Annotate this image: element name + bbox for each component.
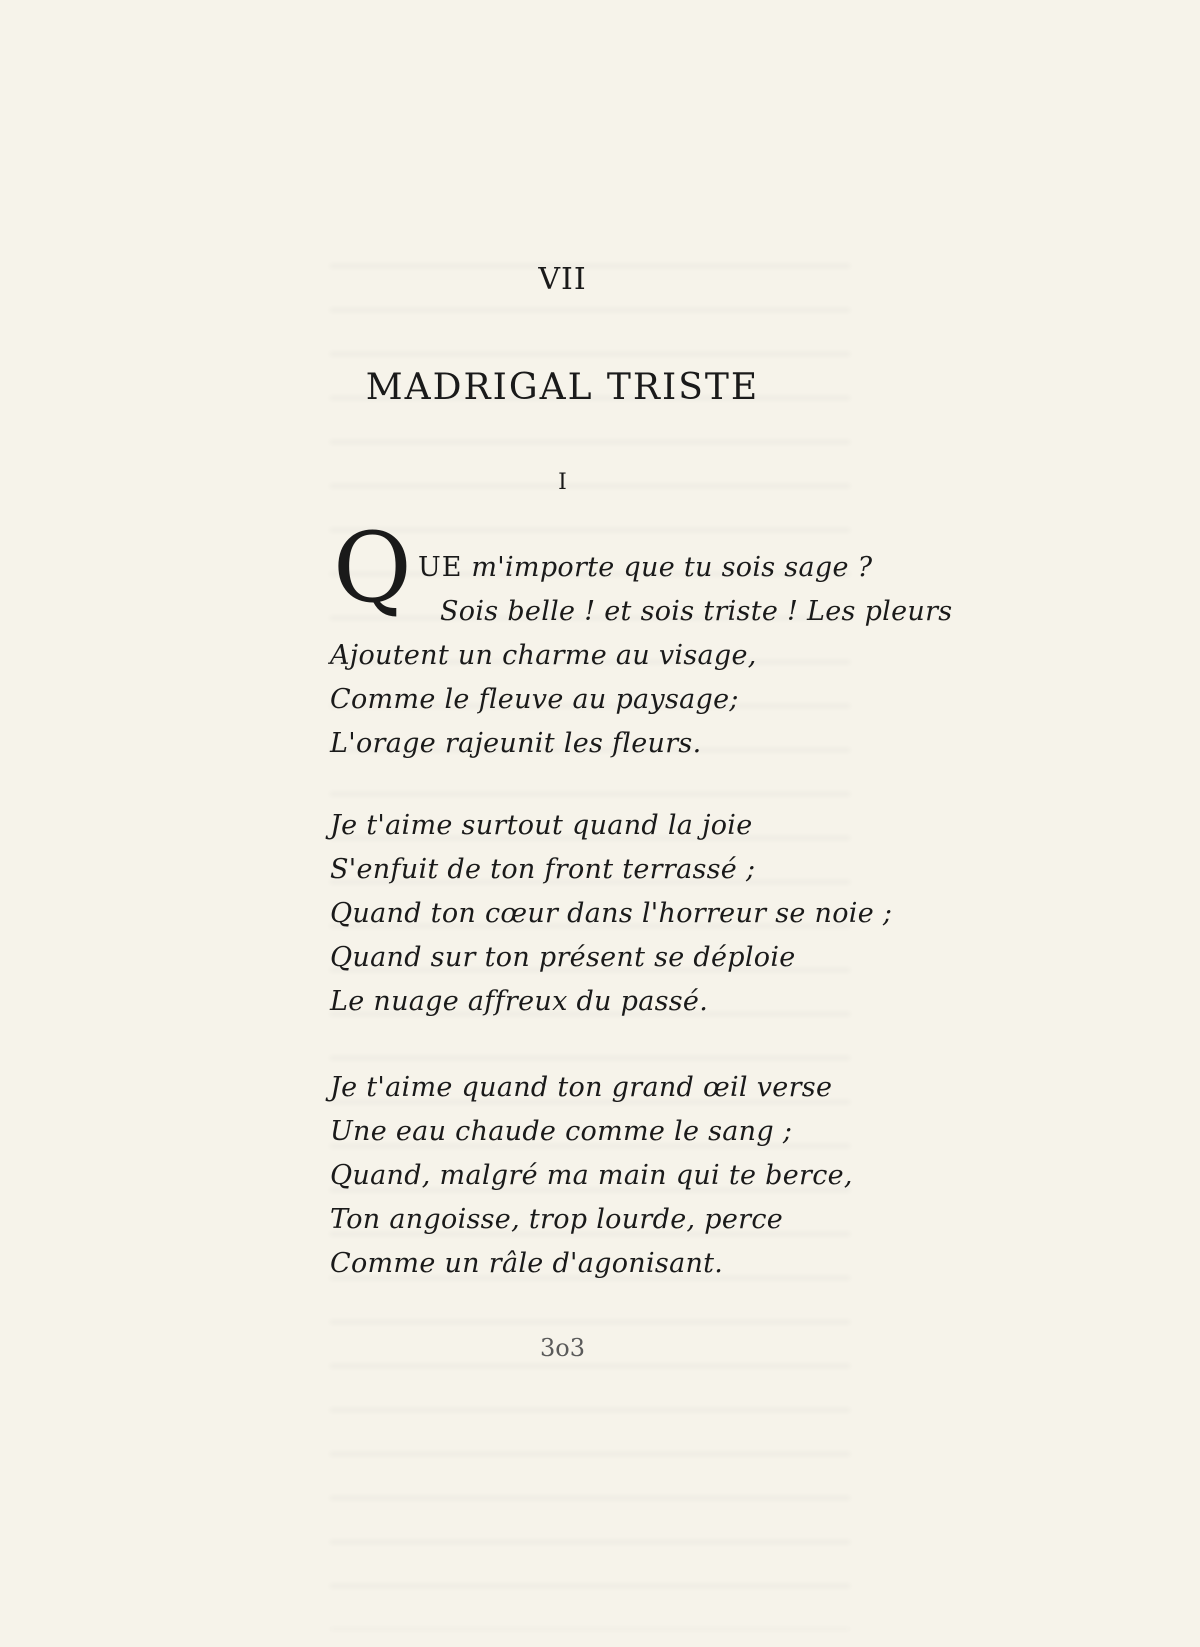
- stanza1-line1: [418, 546, 872, 590]
- page-number: 3o3: [540, 1334, 585, 1362]
- section-number: VII: [538, 262, 587, 297]
- stanza3-line5: Comme un râle d'agonisant.: [330, 1248, 724, 1279]
- part-number: I: [558, 470, 567, 495]
- poem-title: MADRIGAL TRISTE: [365, 367, 760, 408]
- stanza1-line5: L'orage rajeunit les fleurs.: [330, 728, 702, 759]
- stanza3-line1: Je t'aime quand ton grand œil verse: [330, 1072, 833, 1103]
- stanza3-line2: Une eau chaude comme le sang ;: [330, 1116, 793, 1147]
- stanza1-rest: [330, 634, 950, 766]
- drop-cap: Q: [333, 512, 412, 624]
- stanza1-line4: Comme le fleuve au paysage;: [330, 684, 739, 715]
- stanza-3: [330, 1066, 950, 1286]
- first-line-rest: m'importe que tu sois sage ?: [462, 552, 873, 583]
- stanza2-line5: Le nuage affreux du passé.: [330, 986, 709, 1017]
- stanza2-line1: Je t'aime surtout quand la joie: [330, 810, 753, 841]
- first-word-caps: UE: [418, 552, 463, 583]
- stanza2-line2: S'enfuit de ton front terrassé ;: [330, 854, 756, 885]
- stanza3-line3: Quand, malgré ma main qui te berce,: [330, 1160, 853, 1191]
- stanza1-line3: Ajoutent un charme au visage,: [330, 640, 757, 671]
- stanza-2: [330, 804, 950, 1024]
- stanza2-line4: Quand sur ton présent se déploie: [330, 942, 796, 973]
- stanza2-line3: Quand ton cœur dans l'horreur se noie ;: [330, 898, 893, 929]
- stanza3-line4: Ton angoisse, trop lourde, perce: [330, 1204, 784, 1235]
- stanza1-line2: Sois belle ! et sois triste ! Les pleurs: [440, 596, 953, 627]
